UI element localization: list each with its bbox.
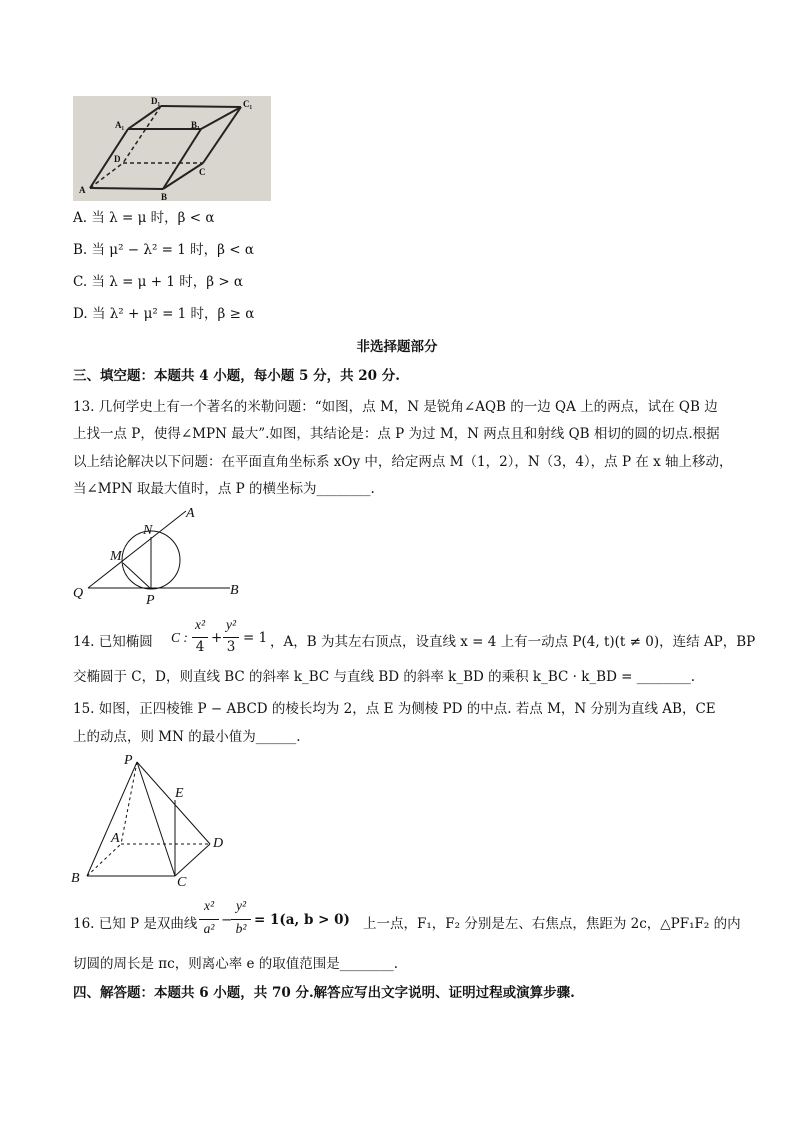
- label-b1: B₁: [191, 120, 200, 130]
- fig15-label-b: B: [71, 871, 80, 886]
- fig15-label-c: C: [177, 875, 187, 890]
- label-d: D: [114, 154, 121, 164]
- q16-line2: 切圆的周长是 πc，则离心率 e 的取值范围是________.: [73, 956, 399, 972]
- label-c: C: [199, 167, 206, 177]
- fig15-label-p: P: [124, 753, 133, 768]
- miller-figure: [70, 503, 250, 608]
- label-b: B: [161, 192, 168, 201]
- fig15-label-d: D: [213, 836, 224, 851]
- fig13-label-p: P: [146, 593, 155, 608]
- q15-line2: 上的动点，则 MN 的最小值为______.: [73, 729, 301, 745]
- fig13-label-m: M: [110, 549, 122, 564]
- label-d1: D₁: [151, 96, 161, 106]
- q15-line1: 15. 如图，正四棱锥 P − ABCD 的棱长均为 2，点 E 为侧棱 PD 的中点. 若点 M，N 分别为直线 AB，CE: [73, 701, 716, 717]
- q13-line4: 当∠MPN 取最大值时，点 P 的横坐标为________.: [73, 481, 375, 497]
- fig15-label-e: E: [175, 786, 184, 801]
- q13-line2: 上找一点 P，使得∠MPN 最大”.如图，其结论是：点 P 为过 M，N 两点且和射线 QB 相切的圆的切点.根据: [73, 426, 720, 442]
- label-a: A: [79, 185, 86, 195]
- fig13-label-n: N: [143, 523, 153, 538]
- q13-line1: 13. 几何学史上有一个著名的米勒问题：“如图，点 M，N 是锐角∠AQB 的一边 QA 上的两点，试在 QB 边: [73, 399, 718, 415]
- pyramid-figure: [65, 750, 240, 890]
- q13-line3: 以上结论解决以下问题：在平面直角坐标系 xOy 中，给定两点 M（1，2），N（3，4），点 P 在 x 轴上移动，: [73, 454, 733, 470]
- label-a1: A₁: [115, 120, 125, 130]
- option-a: A. 当 λ = μ 时，β < α: [73, 210, 215, 226]
- q14-line2: 交椭圆于 C，D，则直线 BC 的斜率 k_BC 与直线 BD 的斜率 k_BD 的乘积 k_BC · k_BD = ________.: [73, 669, 696, 685]
- fig13-label-a: A: [186, 506, 195, 521]
- fig13-label-b: B: [230, 583, 239, 598]
- section3-header: 三、填空题：本题共 4 小题，每小题 5 分，共 20 分.: [73, 368, 400, 384]
- option-c: C. 当 λ = μ + 1 时，β > α: [73, 274, 244, 290]
- section4-header: 四、解答题：本题共 6 小题，共 70 分.解答应写出文字说明、证明过程或演算步骤.: [73, 985, 575, 1001]
- fig15-label-a: A: [111, 831, 120, 846]
- option-d: D. 当 λ² + μ² = 1 时，β ≥ α: [73, 306, 255, 322]
- section-title-nonchoice: 非选择题部分: [356, 339, 438, 355]
- fig13-label-q: Q: [73, 586, 84, 601]
- option-b: B. 当 μ² − λ² = 1 时，β < α: [73, 242, 254, 258]
- parallelepiped-figure: [73, 96, 271, 201]
- label-c1: C₁: [243, 99, 253, 109]
- parallelepiped-drawing: [73, 96, 271, 201]
